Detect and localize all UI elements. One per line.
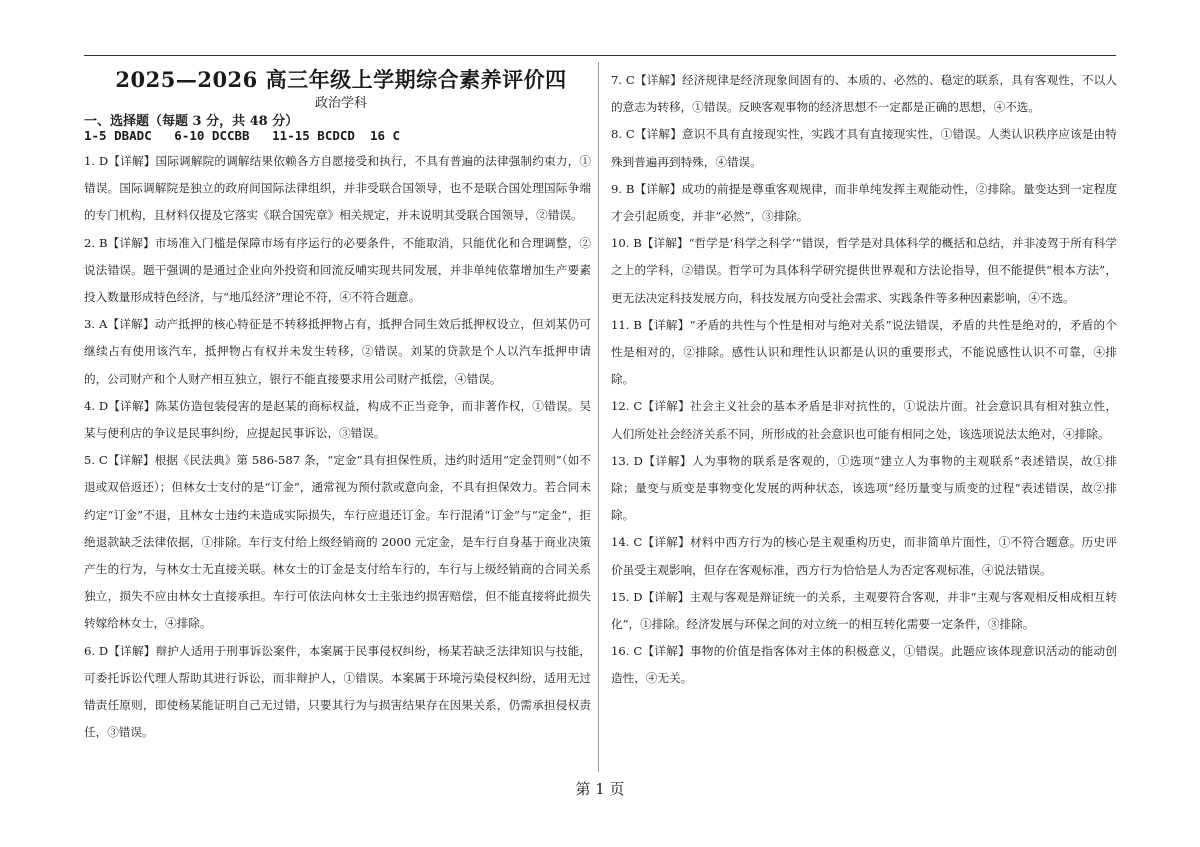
answer-key: 1-5 DBADC 6-10 DCCBB 11-15 BCDCD 16 C (84, 128, 401, 143)
left-column (84, 148, 591, 746)
answer-explanation-10: 10. B【详解】“哲学是‘科学之科学’”错误，哲学是对具体科学的概括和总结，并非凌驾于所有科学之上的学科，②错误。哲学可为具体科学研究提供世界观和方法论指导，但不能提供“根本方法”，更无法决定科技发展方向，科技发展方向受社会需求、实践条件等多种因素影响，④不选。 (611, 236, 1117, 305)
answer-explanation-1: 1. D【详解】国际调解院的调解结果依赖各方自愿接受和执行，不具有普遍的法律强制约束力，①错误。国际调解院是独立的政府间国际法律组织，并非受联合国领导，也不是联合国处理国际争端的专门机构，且材料仅提及它落实《联合国宪章》相关规定，并未说明其受联合国领导，②错误。 (84, 154, 591, 223)
answer-explanation-7: 7. C【详解】经济规律是经济现象间固有的、本质的、必然的、稳定的联系，具有客观性，不以人的意志为转移，①错误。反映客观事物的经济思想不一定都是正确的思想，④不选。 (611, 73, 1117, 115)
document-subtitle: 政治学科 (314, 96, 367, 111)
right-column (611, 67, 1117, 693)
answer-explanation-13: 13. D【详解】人为事物的联系是客观的，①选项“建立人为事物的主观联系”表述错误，故①排除；量变与质变是事物变化发展的两种状态，该选项“经历量变与质变的过程”表述错误，故②排除。 (611, 453, 1117, 523)
answer-explanation-15: 15. D【详解】主观与客观是辩证统一的关系，主观要符合客观，并非“主观与客观相反相成相互转化”，①排除。经济发展与环保之间的对立统一的相互转化需要一定条件，③排除。 (611, 589, 1117, 632)
answer-explanation-2: 2. B【详解】市场准入门槛是保障市场有序运行的必要条件，不能取消，只能优化和合理调整，②说法错误。题干强调的是通过企业向外投资和回流反哺实现共同发展，并非单纯依靠增加生产要素投入数量形成特色经济，与“地瓜经济”理论不符，④不符合题意。 (84, 235, 591, 305)
top-rule (84, 55, 1116, 56)
answer-explanation-14: 14. C【详解】材料中西方行为的核心是主观重构历史，而非简单片面性，①不符合题意。历史评价虽受主观影响，但存在客观标准，西方行为恰恰是人为否定客观标准，④说法错误。 (611, 535, 1117, 577)
section-title: 一、选择题（每题 3 分，共 48 分） (84, 114, 299, 129)
page-number: 第 1 页 (575, 780, 625, 798)
document-title: 2025—2026 高三年级上学期综合素养评价四 (115, 67, 567, 92)
answer-explanation-16: 16. C【详解】事物的价值是指客体对主体的积极意义，①错误。此题应该体现意识活动的能动创造性，④无关。 (611, 644, 1117, 686)
column-divider (598, 62, 599, 772)
answer-explanation-9: 9. B【详解】成功的前提是尊重客观规律，而非单纯发挥主观能动性，②排除。量变达到一定程度才会引起质变，并非“必然”，③排除。 (611, 181, 1117, 224)
answer-explanation-3: 3. A【详解】动产抵押的核心特征是不转移抵押物占有，抵押合同生效后抵押权设立，但刘某仍可继续占有使用该汽车，抵押物占有权并未发生转移，②错误。刘某的贷款是个人以汽车抵押申请的，公司财产和个人财产相互独立，银行不能直接要求用公司财产抵偿，④错误。 (84, 317, 591, 386)
answer-explanation-5: 5. C【详解】根据《民法典》第 586-587 条，“定金”具有担保性质，违约时适用“定金罚则”（如不退或双倍返还）；但林女士支付的是“订金”，通常视为预付款或意向金，不具有担保效力。若合同未约定“订金”不退，且林女士违约未造成实际损失，车行应退还订金。车行混淆“订金”与“定金”，拒绝退款缺乏法律依据，①排除。车行支付给上级经销商的 2000 元定金，是车行自身基于商业决策产生的行为，与林女士无直接关联。林女士的订金是支付给车行的，车行与上级经销商的合同关系独立，损失不应由林女士直接承担。车行可依法向林女士主张违约损害赔偿，但不能直接将此损失转嫁给林女士，④排除。 (84, 453, 591, 631)
answer-explanation-4: 4. D【详解】陈某仿造包装侵害的是赵某的商标权益，构成不正当竞争，而非著作权，①错误。吴某与便利店的争议是民事纠纷，应提起民事诉讼，③错误。 (84, 398, 591, 441)
answer-explanation-6: 6. D【详解】辩护人适用于刑事诉讼案件，本案属于民事侵权纠纷，杨某若缺乏法律知识与技能，可委托诉讼代理人帮助其进行诉讼，而非辩护人，①错误。本案属于环境污染侵权纠纷，适用无过错责任原则，即使杨某能证明自己无过错，只要其行为与损害结果存在因果关系，仍需承担侵权责任，③错误。 (84, 643, 591, 740)
answer-explanation-8: 8. C【详解】意识不具有直接现实性，实践才具有直接现实性，①错误。人类认识秩序应该是由特殊到普遍再到特殊，④错误。 (611, 127, 1117, 169)
answer-explanation-11: 11. B【详解】“矛盾的共性与个性是相对与绝对关系”说法错误，矛盾的共性是绝对的，矛盾的个性是相对的，②排除。感性认识和理性认识都是认识的重要形式，不能说感性认识不可靠，④排除。 (611, 317, 1117, 387)
answer-explanation-12: 12. C【详解】社会主义社会的基本矛盾是非对抗性的，①说法片面。社会意识具有相对独立性，人们所处社会经济关系不同，所形成的社会意识也可能有相同之处，该选项说法太绝对，④排除。 (611, 399, 1117, 441)
